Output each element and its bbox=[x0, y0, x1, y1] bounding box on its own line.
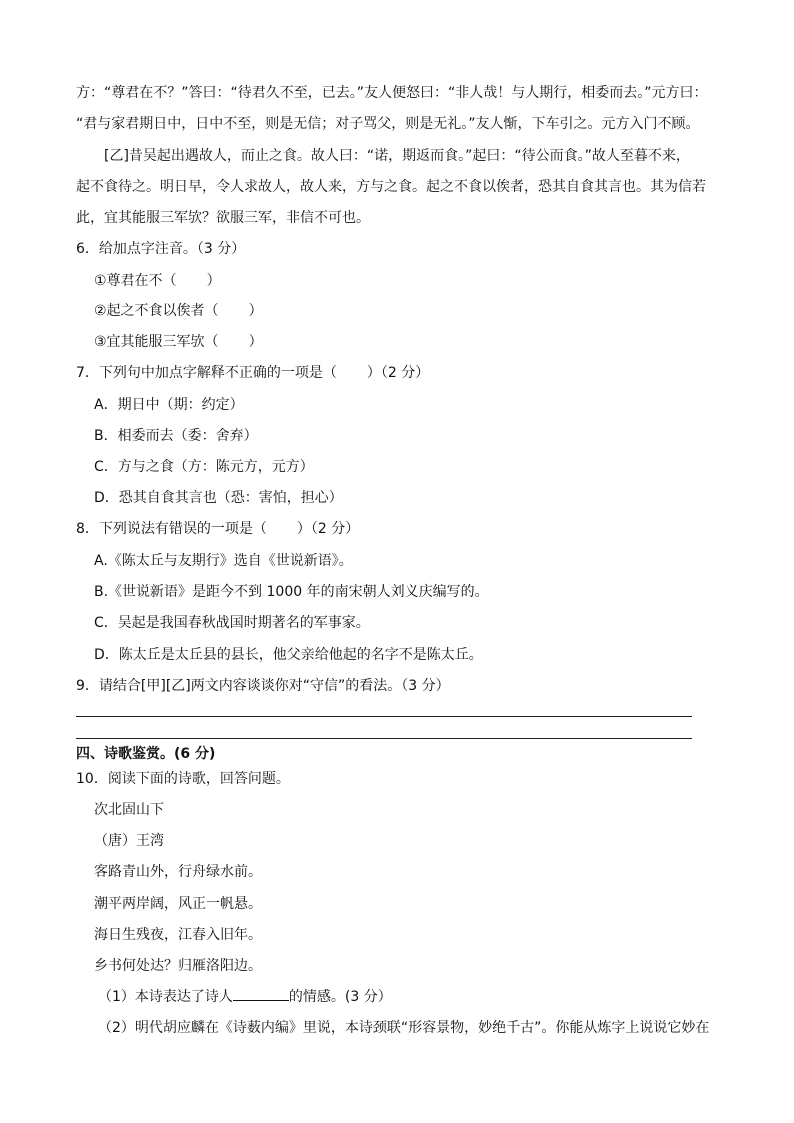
q8-stem-b: ）（2 分） bbox=[296, 521, 360, 537]
q6-item-3 bbox=[94, 331, 263, 351]
q8-option-a: A.《陈太丘与友期行》选自《世说新语》。 bbox=[94, 553, 353, 569]
poem-author: （唐）王湾 bbox=[94, 833, 164, 849]
q8-stem-a: 8．下列说法有错误的一项是（ bbox=[76, 521, 267, 537]
poem-line-4: 乡书何处达？归雁洛阳边。 bbox=[94, 958, 262, 974]
q6-item-1-text: ①尊君在不（ bbox=[94, 273, 177, 289]
q7-option-b: B．相委而去（委：舍弃） bbox=[94, 428, 258, 444]
passage-line-5: 此，宜其能服三军欤？欲服三军，非信不可也。 bbox=[76, 210, 370, 226]
q7-option-c: C．方与之食（方：陈元方，元方） bbox=[94, 459, 314, 475]
passage-line-1: 方：“尊君在不？”答曰：“待君久不至，已去。”友人便怒曰：“非人哉！与人期行，相委而去。”元方曰： bbox=[76, 85, 708, 101]
q6-item-1 bbox=[94, 270, 221, 290]
q7-stem-b: ）（2 分） bbox=[366, 365, 430, 381]
q8-option-b: B.《世说新语》是距今不到 1000 年的南宋朝人刘义庆编写的。 bbox=[94, 584, 489, 600]
q10-sub1 bbox=[98, 986, 392, 1006]
q6-close-3: ） bbox=[248, 334, 263, 350]
q10-sub2: （2）明代胡应麟在《诗薮内编》里说，本诗颈联“形容景物，妙绝千古”。你能从炼字上说说它妙在 bbox=[98, 1020, 710, 1036]
poem-line-3: 海日生残夜，江春入旧年。 bbox=[94, 927, 262, 943]
q7-stem bbox=[76, 362, 429, 382]
passage-line-3: [乙]昔吴起出遇故人，而止之食。故人曰：“诺，期返而食。”起曰：“待公而食。”故人至暮不来， bbox=[104, 148, 690, 164]
poem-title: 次北固山下 bbox=[94, 802, 164, 818]
q6-item-2 bbox=[94, 300, 263, 320]
q7-stem-a: 7．下列句中加点字解释不正确的一项是（ bbox=[76, 365, 337, 381]
q10-sub1-b: 的情感。(3 分） bbox=[288, 989, 392, 1005]
q6-stem: 6．给加点字注音。（3 分） bbox=[76, 241, 246, 257]
passage-line-2: “君与家君期日中，日中不至，则是无信；对子骂父，则是无礼。”友人惭，下车引之。元方入门不顾。 bbox=[76, 116, 700, 132]
poem-line-2: 潮平两岸阔，风正一帆悬。 bbox=[94, 896, 262, 912]
q6-close-2: ） bbox=[248, 303, 263, 319]
q8-stem bbox=[76, 518, 359, 538]
q6-item-2-text: ②起之不食以俟者（ bbox=[94, 303, 219, 319]
q9-answer-line-2[interactable] bbox=[76, 738, 692, 739]
q6-close-1: ） bbox=[206, 273, 221, 289]
q8-option-c: C．吴起是我国春秋战国时期著名的军事家。 bbox=[94, 615, 370, 631]
q8-option-d: D．陈太丘是太丘县的县长，他父亲给他起的名字不是陈太丘。 bbox=[94, 647, 483, 663]
poem-line-1: 客路青山外，行舟绿水前。 bbox=[94, 864, 262, 880]
q6-item-3-text: ③宜其能服三军欤（ bbox=[94, 334, 219, 350]
q10-sub1-blank[interactable] bbox=[233, 986, 289, 1001]
q7-option-a: A．期日中（期：约定） bbox=[94, 397, 244, 413]
section4-title: 四、诗歌鉴赏。(6 分) bbox=[76, 746, 216, 762]
q10-sub1-a: （1）本诗表达了诗人 bbox=[98, 989, 233, 1005]
q7-option-d: D．恐其自食其言也（恐：害怕，担心） bbox=[94, 490, 343, 506]
q9-stem: 9．请结合[甲][乙]两文内容谈谈你对“守信”的看法。（3 分） bbox=[76, 678, 450, 694]
q9-answer-line-1[interactable] bbox=[76, 716, 692, 717]
passage-line-4: 起不食待之。明日早，令人求故人，故人来，方与之食。起之不食以俟者，恐其自食其言也。其为信若 bbox=[76, 179, 706, 195]
q10-stem: 10．阅读下面的诗歌，回答问题。 bbox=[76, 771, 290, 787]
